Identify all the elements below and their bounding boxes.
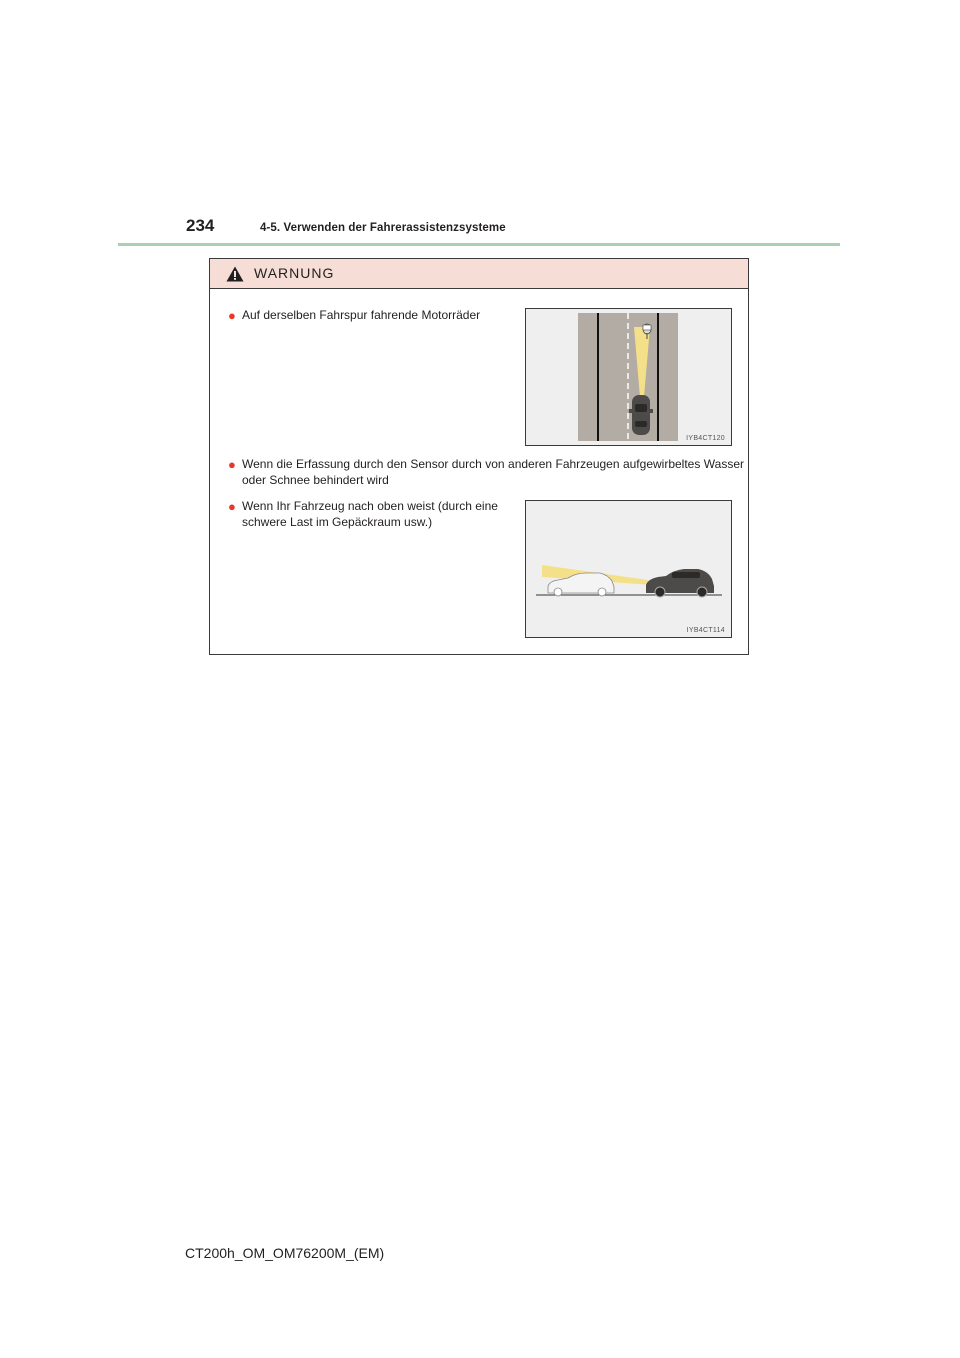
bullet-icon: ● xyxy=(228,457,236,472)
header-rule xyxy=(118,243,840,246)
warning-item xyxy=(228,456,744,488)
warning-item xyxy=(228,307,518,323)
warning-title: WARNUNG xyxy=(254,265,335,281)
bullet-icon: ● xyxy=(228,499,236,514)
car-top-view-icon xyxy=(629,395,653,435)
figure-code: IYB4CT120 xyxy=(686,435,725,442)
figure-vehicle-tilted xyxy=(525,500,732,638)
warning-item-text: Wenn Ihr Fahrzeug nach oben weist (durch eine schwere Last im Gepäckraum usw.) xyxy=(242,499,498,529)
figure-code: IYB4CT114 xyxy=(686,627,725,634)
document-footer: CT200h_OM_OM76200M_(EM) xyxy=(185,1245,385,1261)
warning-header xyxy=(210,259,748,289)
motorcycle-lane-illustration xyxy=(526,309,731,445)
figure-motorcycle-lane xyxy=(525,308,732,446)
section-title: 4-5. Verwenden der Fahrerassistenzsysteme xyxy=(260,222,506,234)
warning-item xyxy=(228,498,518,530)
warning-item-text: Auf derselben Fahrspur fahrende Motorräder xyxy=(242,308,481,322)
own-car-side-icon xyxy=(646,569,714,597)
warning-triangle-icon xyxy=(226,266,244,282)
bullet-icon: ● xyxy=(228,308,236,323)
warning-item-text: Wenn die Erfassung durch den Sensor durch von anderen Fahrzeugen aufgewirbeltes Wasser oder Schnee behindert wird xyxy=(242,457,744,487)
page-number: 234 xyxy=(186,216,215,235)
vehicle-tilted-illustration xyxy=(526,501,731,637)
